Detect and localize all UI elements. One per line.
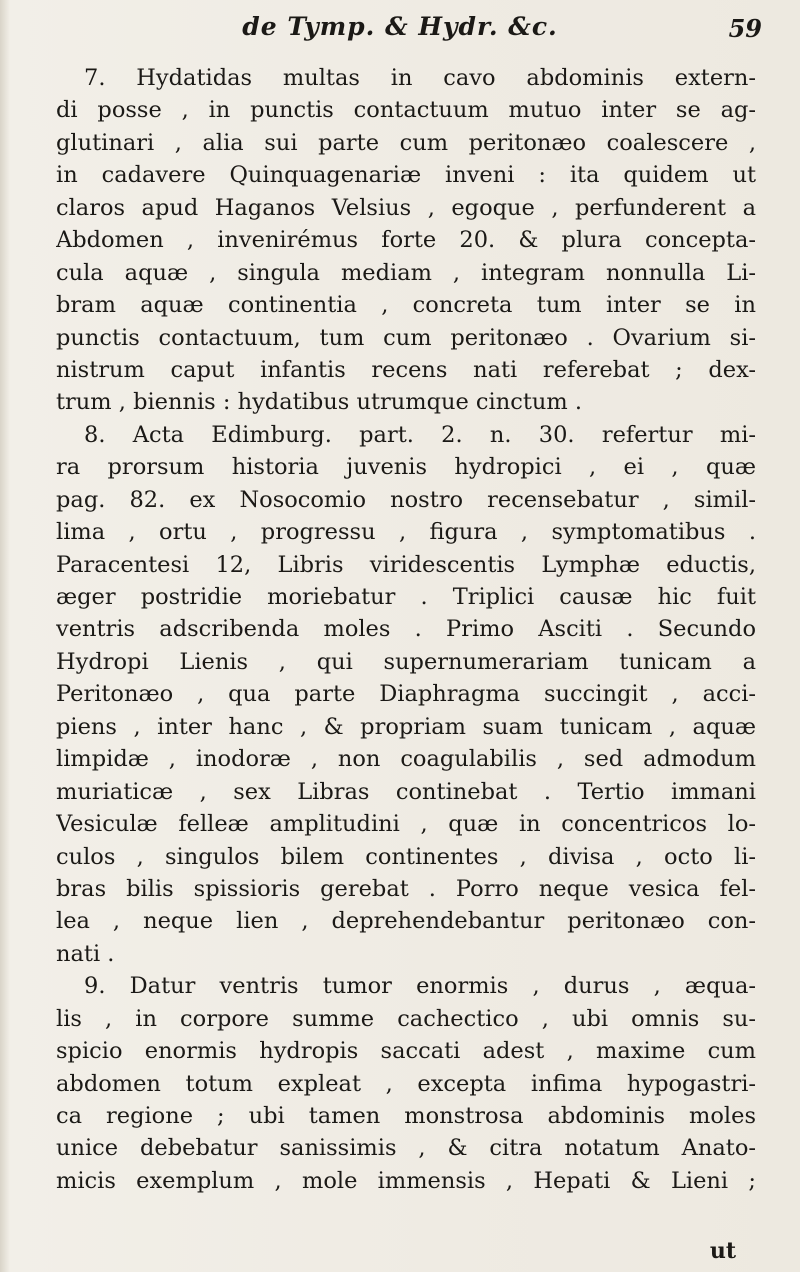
text-line: ca regione ; ubi tamen monstrosa abdominis moles — [56, 1103, 756, 1129]
text-line: æger postridie moriebatur . Triplici causæ hic fuit — [56, 584, 756, 610]
text-line: ra prorsum historia juvenis hydropici , ei , quæ — [56, 454, 756, 481]
text-line: Hydropi Lienis , qui supernumerariam tunicam a — [56, 648, 756, 675]
text-line: cula aquæ , singula mediam , integram nonnulla Li- — [56, 259, 756, 286]
text-line: culos , singulos bilem continentes , divisa , octo li- — [56, 843, 756, 870]
text-line: 7. Hydatidas multas in cavo abdominis extern- — [84, 65, 756, 91]
page-gutter-shadow — [0, 0, 10, 1272]
text-line: bras bilis spissioris gerebat . Porro neque vesica fel- — [56, 875, 756, 902]
text-line: abdomen totum expleat , excepta infima hypogastri- — [56, 1070, 756, 1097]
text-line: pag. 82. ex Nosocomio nostro recensebatur , simil- — [56, 486, 756, 513]
text-line: limpidæ , inodoræ , non coagulabilis , sed admodum — [56, 746, 756, 773]
text-line: piens , inter hanc , & propriam suam tunicam , aquæ — [56, 713, 756, 740]
text-line: 8. Acta Edimburg. part. 2. n. 30. refertur mi- — [84, 421, 756, 448]
text-line: di posse , in punctis contactuum mutuo inter se ag- — [56, 97, 756, 124]
text-line: lima , ortu , progressu , figura , symptomatibus . — [56, 519, 756, 546]
text-line: glutinari , alia sui parte cum peritonæo coalescere , — [56, 129, 756, 156]
text-line: lea , neque lien , deprehendebantur peritonæo con- — [56, 908, 756, 935]
text-line: spicio enormis hydropis saccati adest , maxime cum — [56, 1038, 756, 1065]
text-line: Peritonæo , qua parte Diaphragma succingit , acci- — [56, 681, 756, 708]
text-line: in cadavere Quinquagenariæ inveni : ita quidem ut — [56, 162, 756, 189]
text-line: punctis contactuum, tum cum peritonæo . Ovarium si- — [56, 324, 756, 351]
text-line: micis exemplum , mole immensis , Hepati & Lieni ; — [56, 1167, 756, 1194]
text-line: trum , biennis : hydatibus utrumque cinctum . — [56, 389, 582, 416]
text-line: lis , in corpore summe cachectico , ubi omnis su- — [56, 1005, 756, 1032]
text-line: ventris adscribenda moles . Primo Asciti . Secundo — [56, 616, 756, 643]
catchword: ut — [709, 1238, 736, 1264]
text-line: claros apud Haganos Velsius , egoque , perfunderent a — [56, 194, 756, 221]
text-line: 9. Datur ventris tumor enormis , durus , æqua- — [84, 973, 756, 1000]
text-line: nistrum caput infantis recens nati referebat ; dex- — [56, 356, 756, 383]
text-line: Vesiculæ felleæ amplitudini , quæ in concentricos lo- — [56, 811, 756, 838]
text-line: Abdomen , invenirémus forte 20. & plura concepta- — [56, 227, 756, 254]
page-number: 59 — [728, 14, 762, 43]
text-line: nati . — [56, 940, 115, 967]
text-line: unice debebatur sanissimis , & citra notatum Anato- — [56, 1135, 756, 1162]
text-line: bram aquæ continentia , concreta tum inter se in — [56, 292, 756, 319]
running-head-title: de Tymp. & Hydr. &c. — [242, 12, 558, 41]
text-line: Paracentesi 12, Libris viridescentis Lymphæ eductis, — [56, 551, 756, 578]
body-text — [56, 62, 756, 1197]
text-line: muriaticæ , sex Libras continebat . Tertio immani — [56, 778, 756, 805]
running-head — [0, 12, 800, 52]
